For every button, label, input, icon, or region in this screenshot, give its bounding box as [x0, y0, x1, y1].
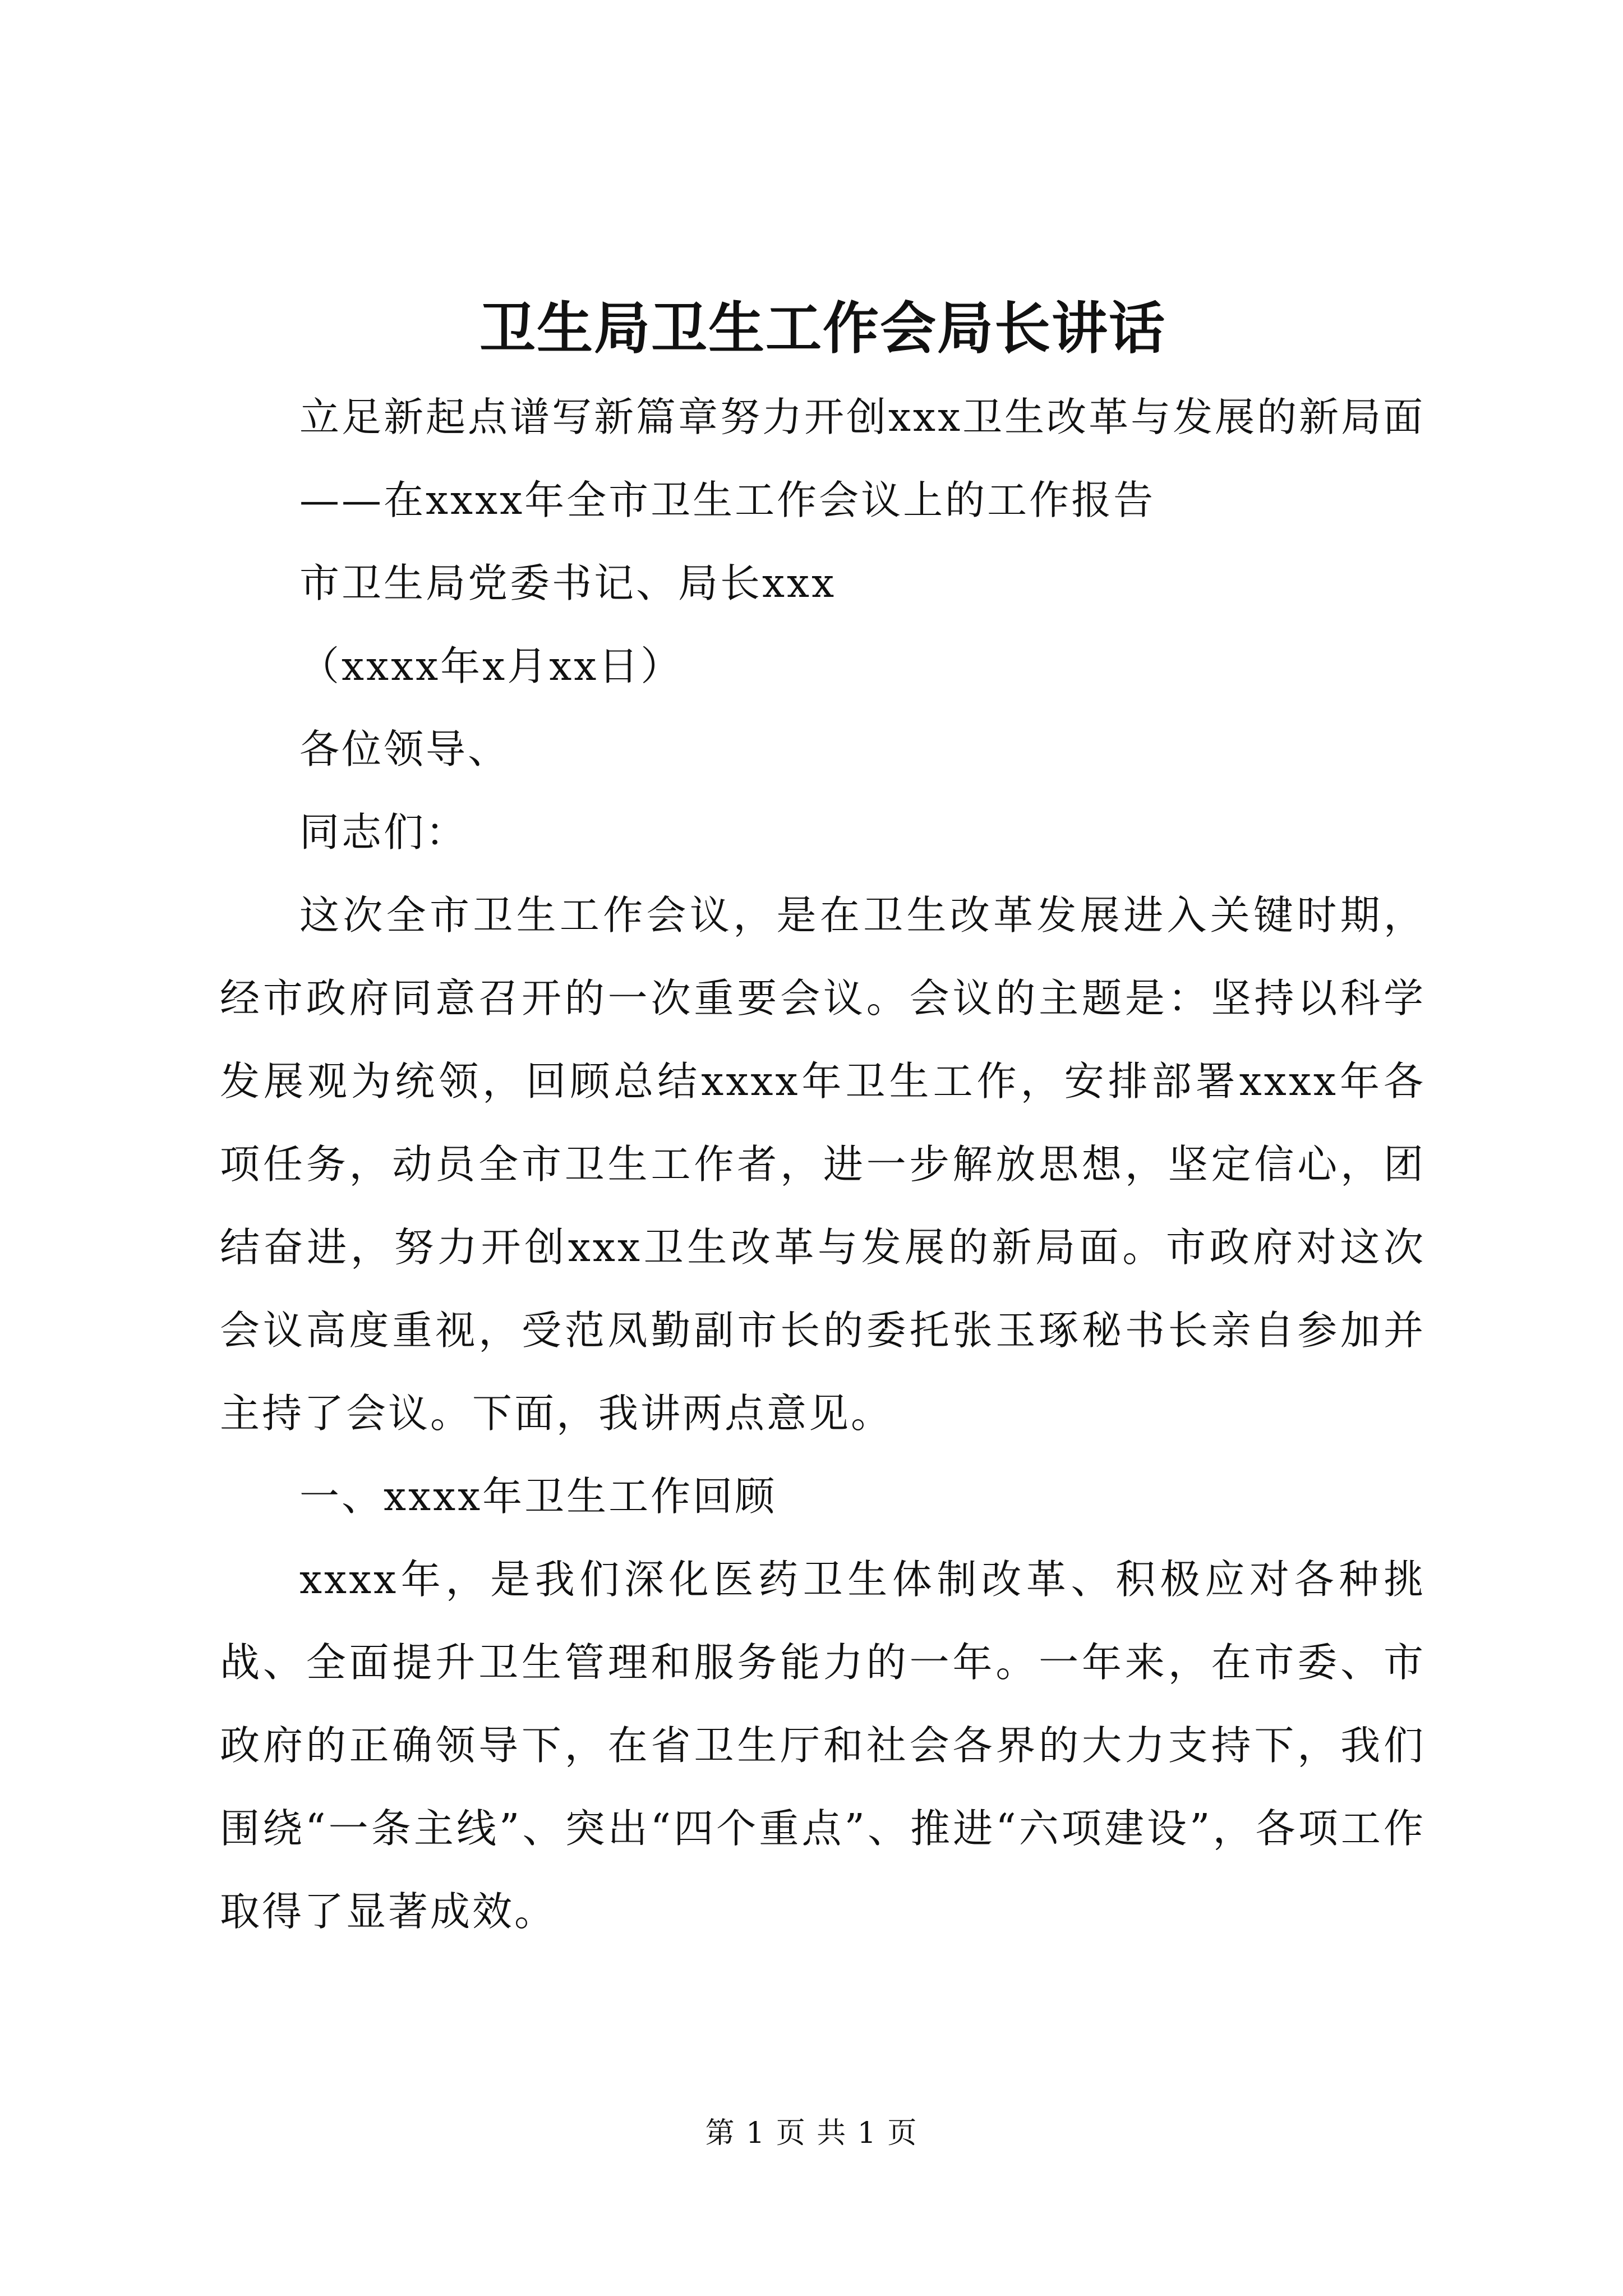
review-paragraph: xxxx年，是我们深化医药卫生体制改革、积极应对各种挑战、全面提升卫生管理和服务能力的一年。一年来，在市委、市政府的正确领导下，在省卫生厅和社会各界的大力支持下，我们围绕“一条主线”、突出“四个重点”、推进“六项建设”，各项工作取得了显著成效。: [220, 1556, 1426, 1935]
intro-paragraph: 这次全市卫生工作会议，是在卫生改革发展进入关键时期，经市政府同意召开的一次重要会议。会议的主题是：坚持以科学发展观为统领，回顾总结xxxx年卫生工作，安排部署xxxx年各项任务，动员全市卫生工作者，进一步解放思想，坚定信心，团结奋进，努力开创xxx卫生改革与发展的新局面。市政府对这次会议高度重视，受范凤勤副市长的委托张玉琢秘书长亲自参加并主持了会议。下面，我讲两点意见。: [220, 892, 1426, 1437]
document-title: 卫生局卫生工作会局长讲话: [479, 295, 1166, 361]
report-occasion: ——在xxxx年全市卫生工作会议上的工作报告: [299, 477, 1156, 523]
report-subtitle: 立足新起点谱写新篇章努力开创xxx卫生改革与发展的新局面: [299, 394, 1426, 440]
document-body: [220, 286, 1426, 1953]
speaker-line: 市卫生局党委书记、局长xxx: [299, 560, 837, 606]
salutation-comrades: 同志们：: [299, 809, 468, 855]
page-footer: 第 1 页 共 1 页: [705, 2116, 918, 2150]
date-line: （xxxx年x月xx日）: [299, 643, 683, 689]
salutation-leaders: 各位领导、: [299, 726, 510, 772]
section-heading: 一、xxxx年卫生工作回顾: [299, 1473, 777, 1520]
